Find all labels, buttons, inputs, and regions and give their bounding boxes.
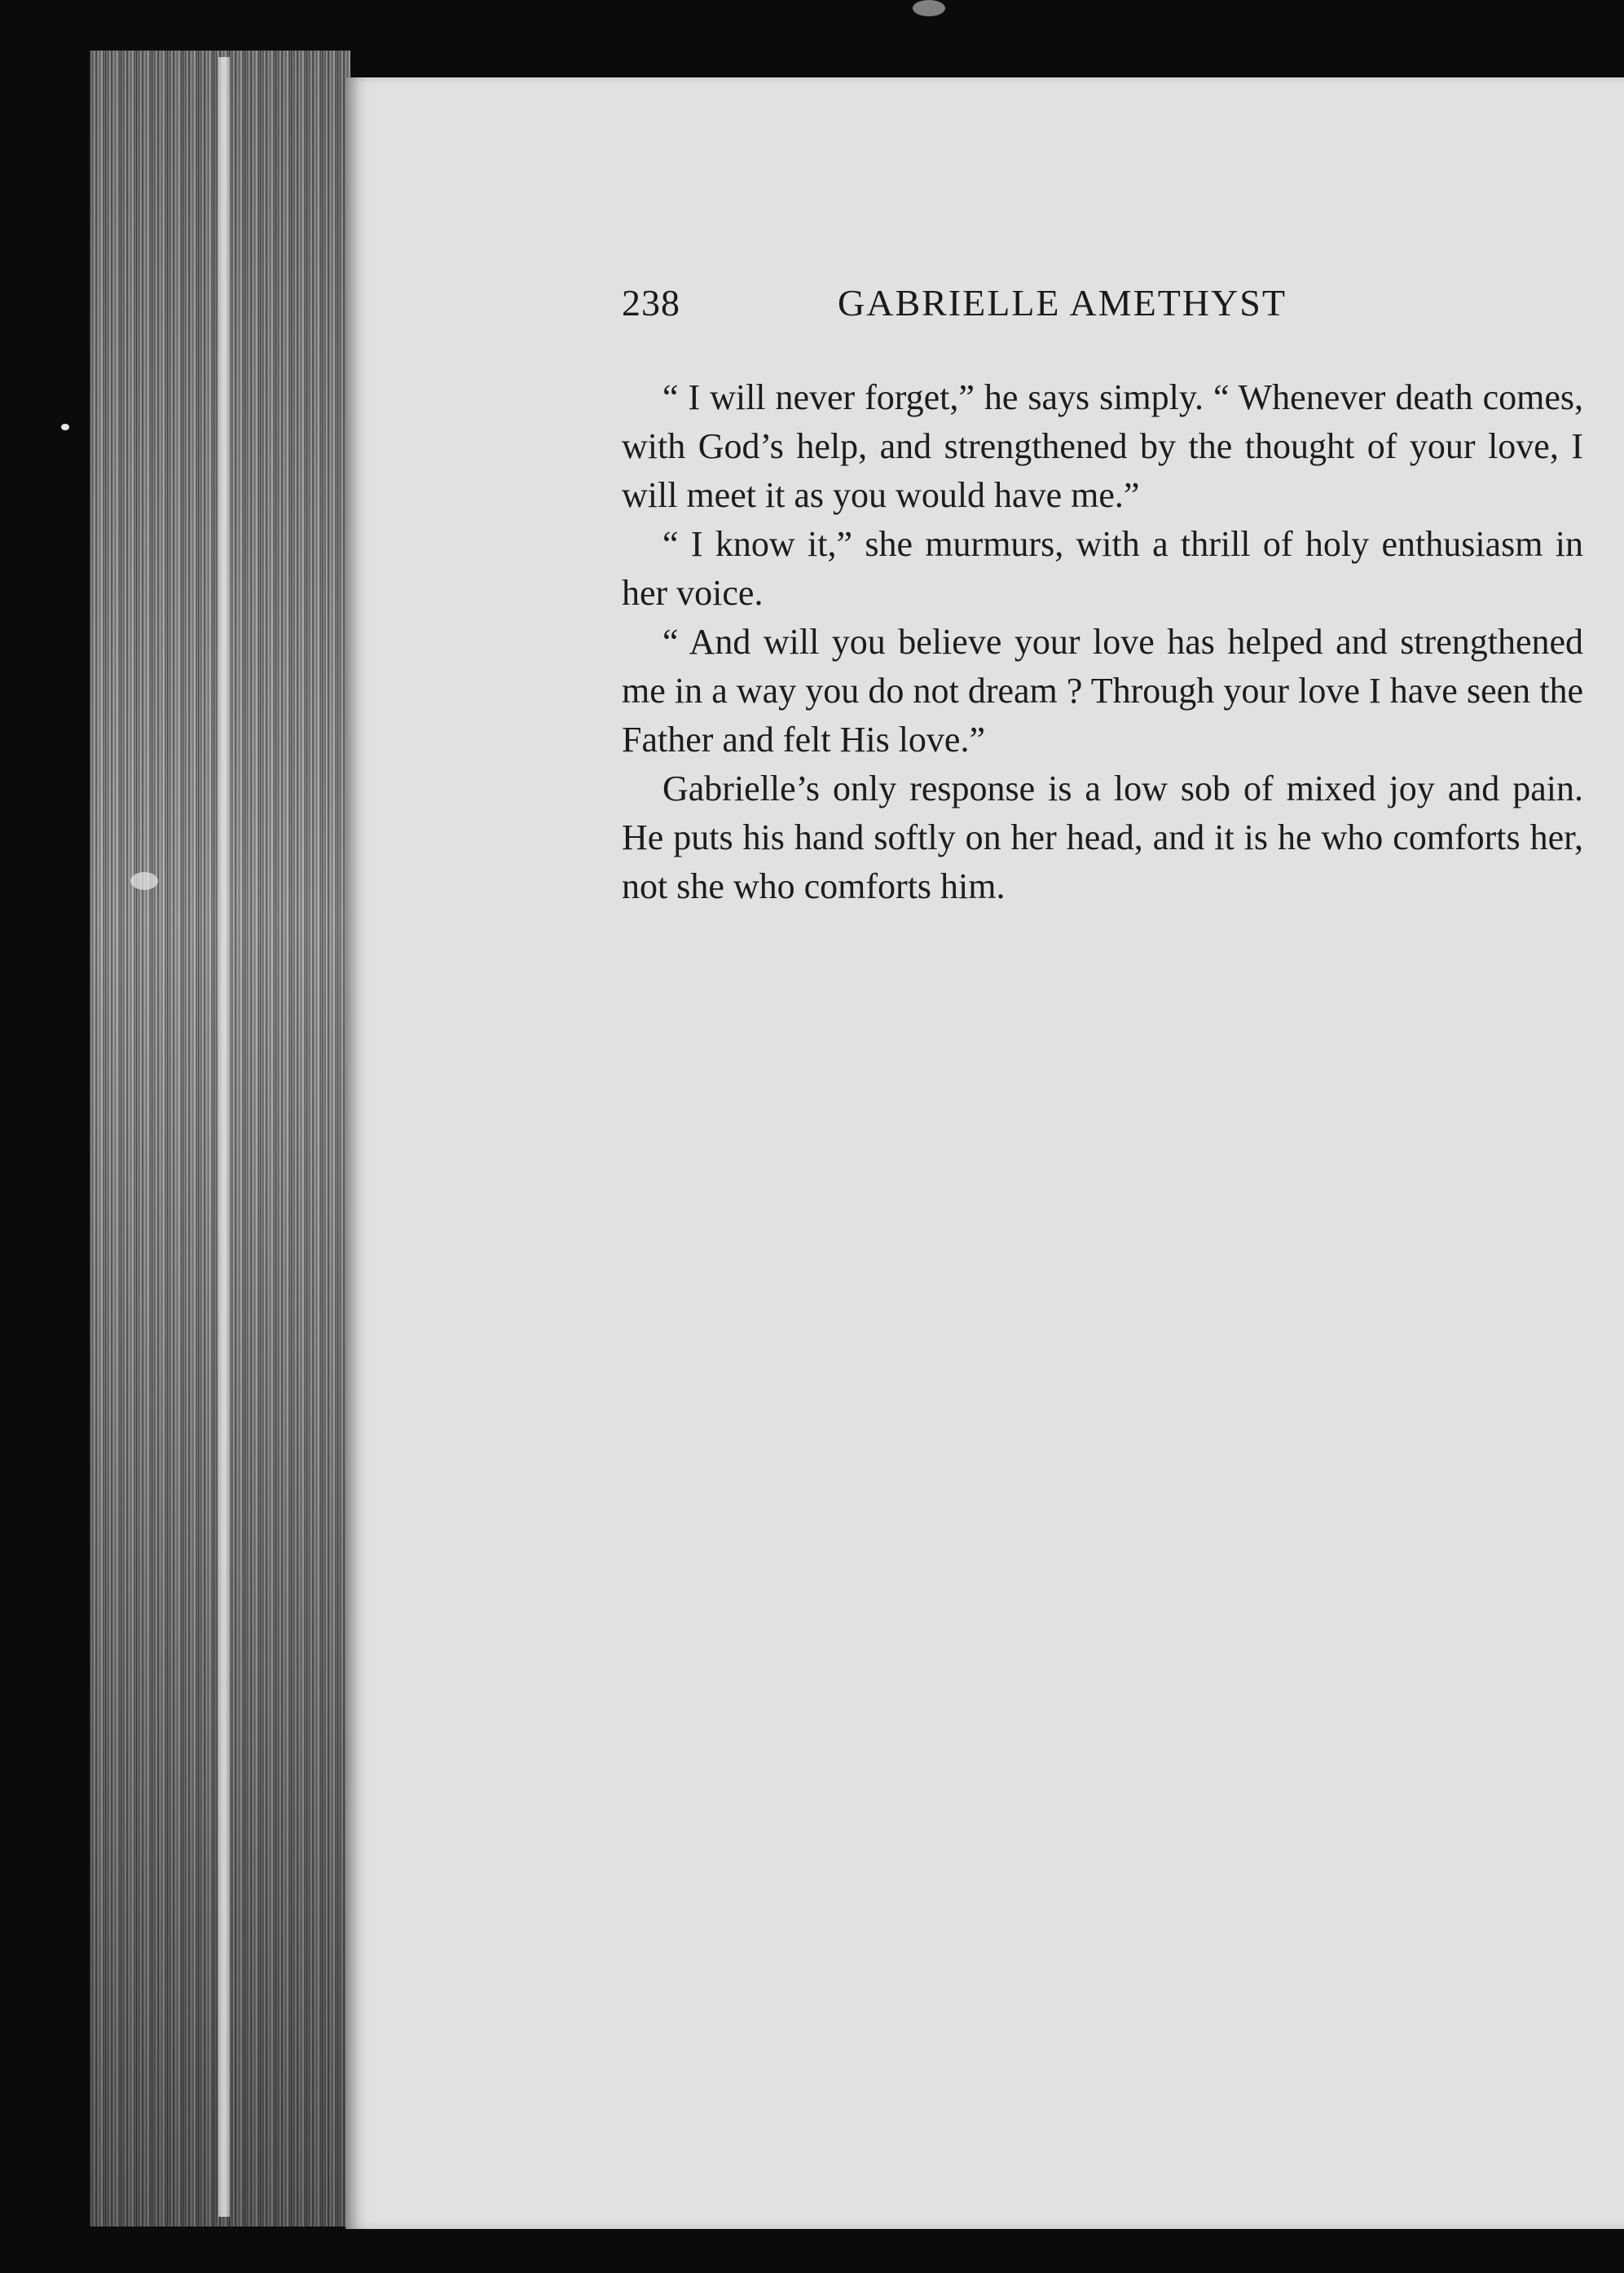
running-head (622, 281, 1583, 338)
page-number: 238 (622, 282, 680, 324)
dust-speck (61, 424, 69, 430)
paragraph: “ And will you believe your love has helped and strengthened me in a way you do not dream ? Through your love I have seen the Father and felt His love.” (622, 622, 1583, 760)
paragraph: Gabrielle’s only response is a low sob of mixed joy and pain. He puts his hand softly on her head, and it is he who comforts her, not she who comforts him. (622, 769, 1583, 906)
paragraph: “ I know it,” she murmurs, with a thrill of holy enthusiasm in her voice. (622, 524, 1583, 613)
running-head-title: GABRIELLE AMETHYST (838, 282, 1287, 324)
paragraph: “ I will never forget,” he says simply. “ Whenever death comes, with God’s help, and strengthened by the thought of your love, I will meet it as you would have me.” (622, 377, 1583, 515)
page-edge-highlight (218, 57, 230, 2217)
body-text (622, 373, 1583, 911)
dust-speck (130, 872, 158, 890)
dust-speck (913, 0, 945, 16)
